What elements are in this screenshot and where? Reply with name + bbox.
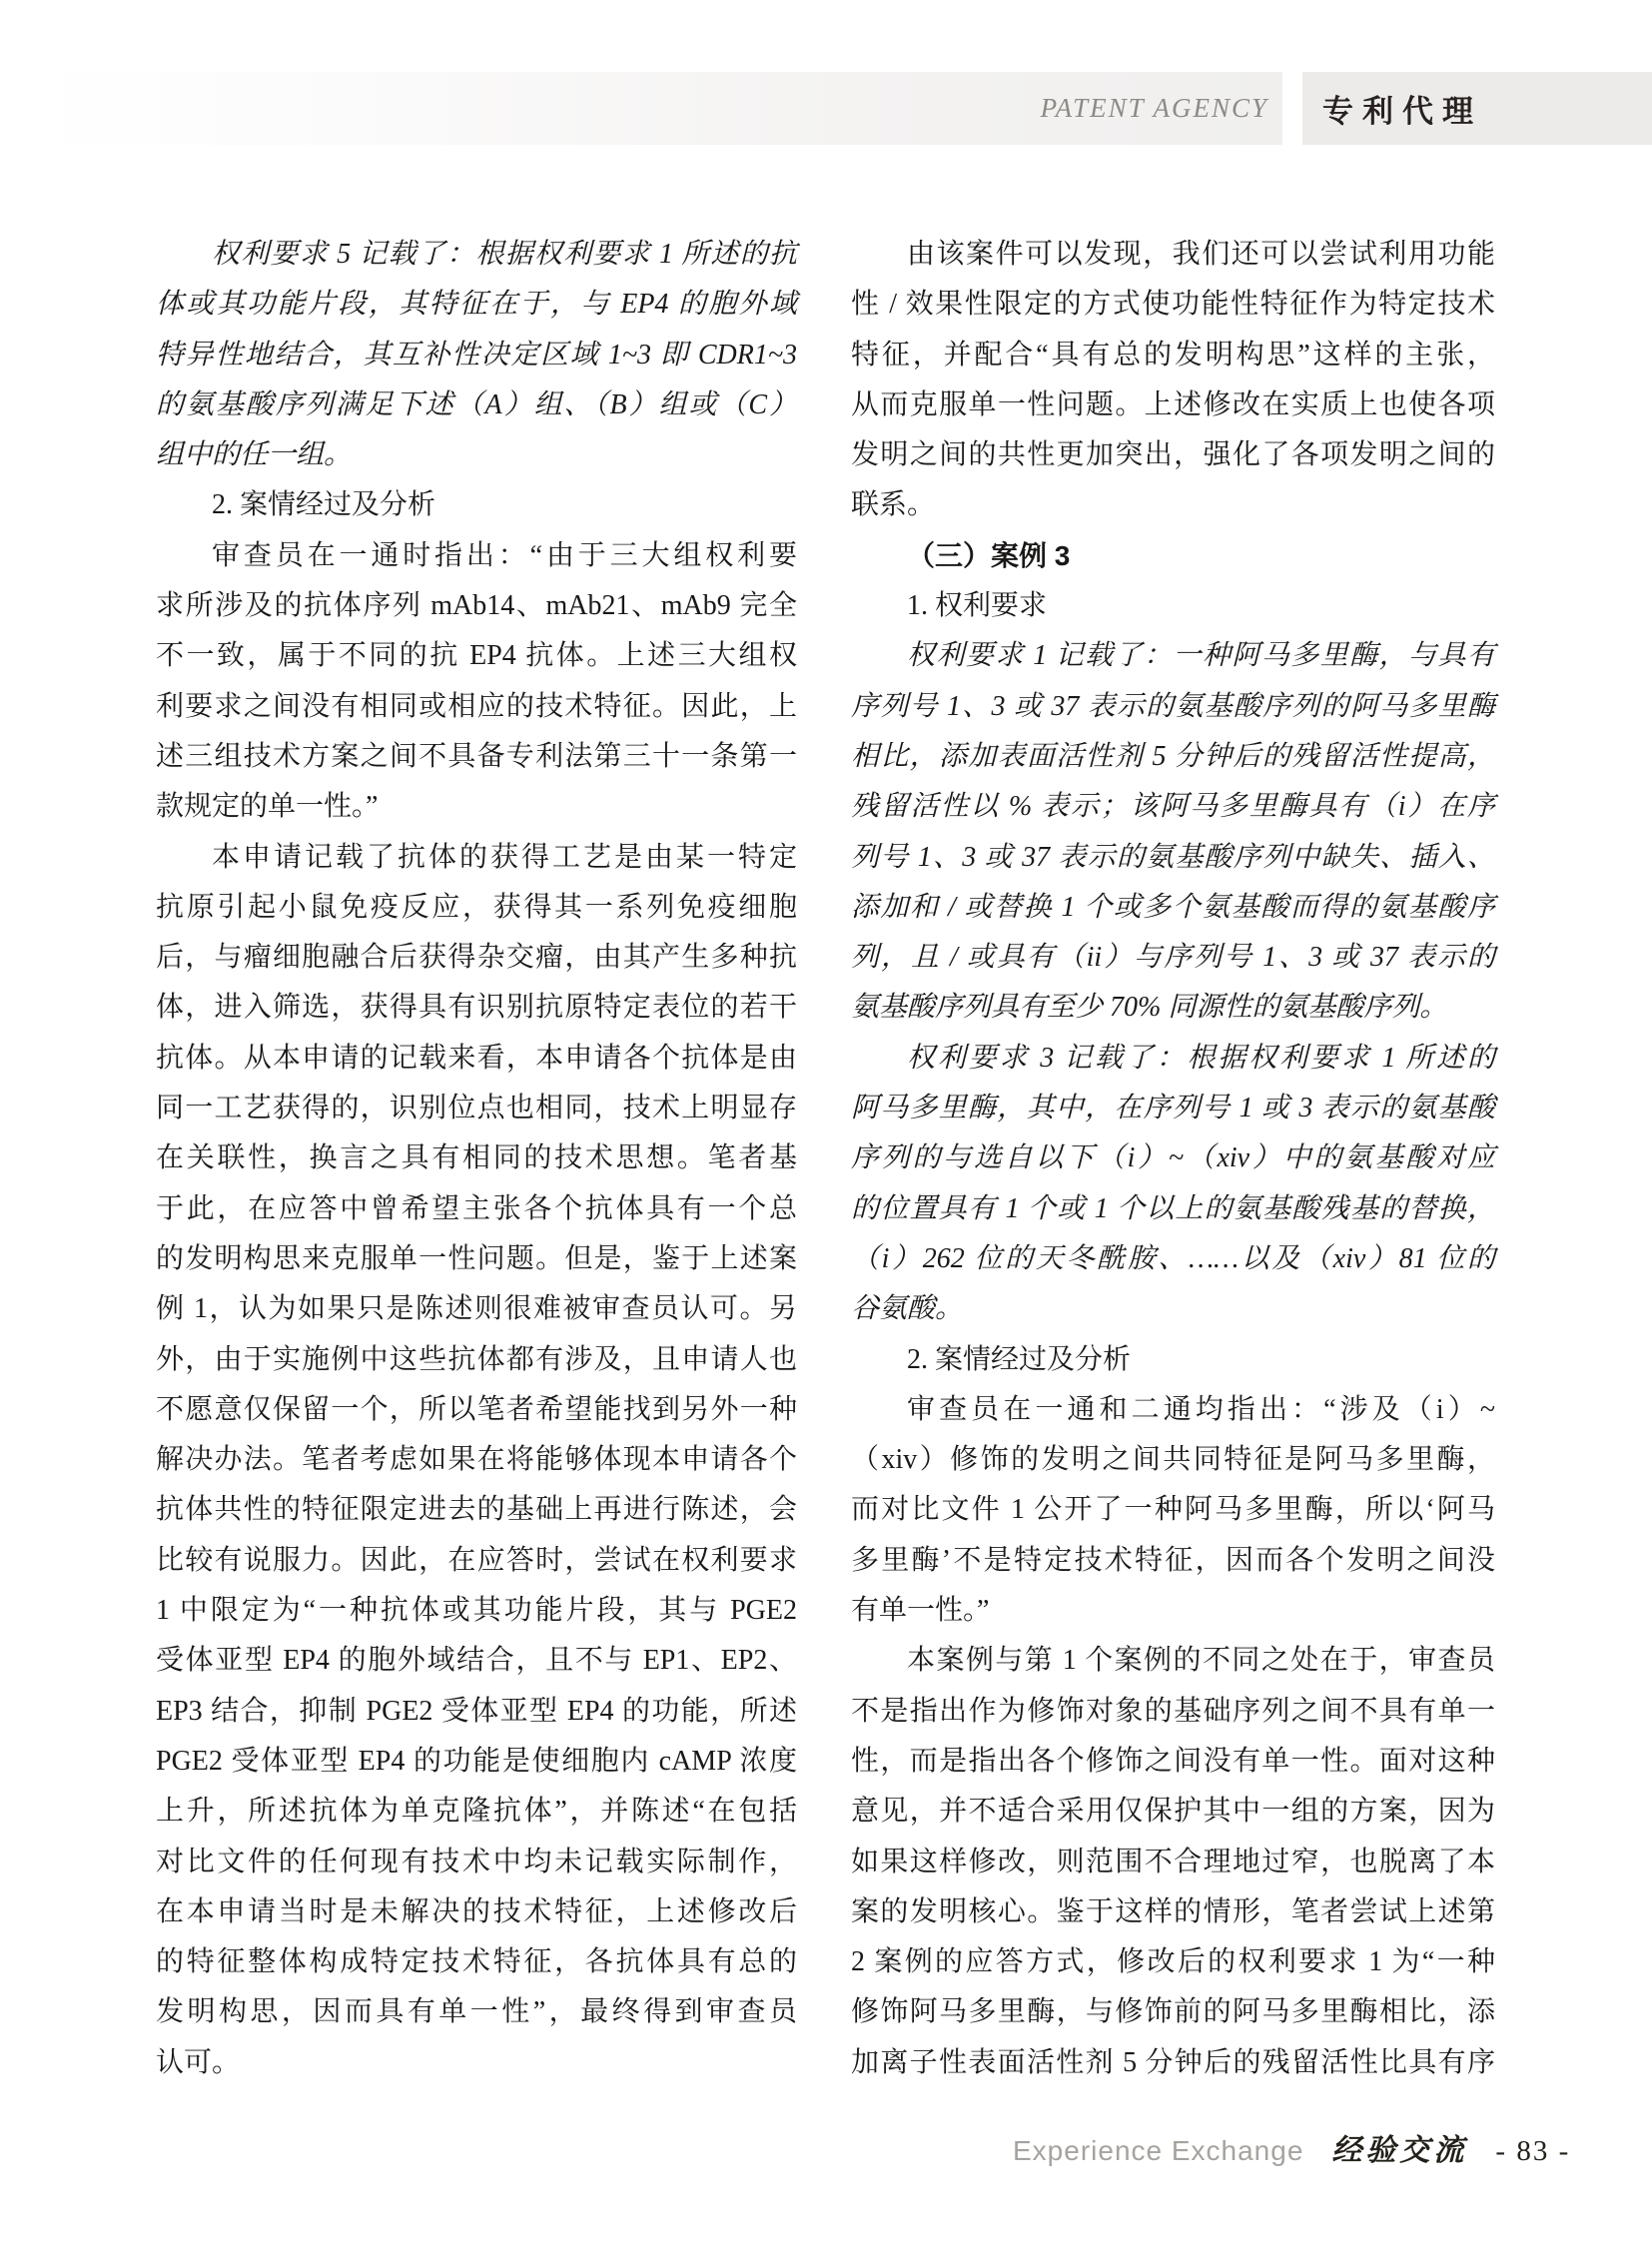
text-line: （三）案例 3 — [907, 539, 1071, 571]
text-line: 求所涉及的抗体序列 mAb14、mAb21、mAb9 完全 — [156, 590, 797, 622]
text-line: 审查员在一通时指出：“由于三大组权利要 — [212, 539, 797, 571]
text-line: 意见，并不适合采用仅保护其中一组的方案，因为 — [851, 1796, 1495, 1828]
text-line: 的位置具有 1 个或 1 个以上的氨基酸残基的替换， — [851, 1192, 1495, 1224]
text-line: 受体亚型 EP4 的胞外域结合，且不与 EP1、EP2、 — [156, 1645, 797, 1677]
text-line: 2. 案情经过及分析 — [907, 1343, 1132, 1375]
text-line: 列，且 / 或具有（ii）与序列号 1、3 或 37 表示的 — [851, 942, 1495, 974]
text-line: 残留活性以 % 表示；该阿马多里酶具有（i）在序 — [851, 791, 1495, 823]
text-line: 同一工艺获得的，识别位点也相同，技术上明显存 — [156, 1093, 797, 1124]
page-number: - 83 - — [1495, 2135, 1571, 2167]
text-line: 序列的与选自以下（i）~（xiv）中的氨基酸对应 — [851, 1142, 1495, 1174]
text-line: 不是指出作为修饰对象的基础序列之间不具有单一 — [851, 1695, 1495, 1727]
text-line: 抗体共性的特征限定进去的基础上再进行陈述，会 — [156, 1494, 797, 1526]
text-line: 上升，所述抗体为单克隆抗体”，并陈述“在包括 — [156, 1796, 797, 1828]
text-line: 如果这样修改，则范围不合理地过窄，也脱离了本 — [851, 1846, 1495, 1877]
journal-title-zh: 专利代理 — [1322, 94, 1482, 129]
text-line: 在关联性，换言之具有相同的技术思想。笔者基 — [156, 1142, 797, 1174]
text-line: 性 / 效果性限定的方式使功能性特征作为特定技术 — [851, 289, 1495, 321]
text-line: 款规定的单一性。” — [156, 791, 379, 823]
text-line: （i）262 位的天冬酰胺、……以及（xiv）81 位的 — [851, 1242, 1495, 1274]
text-line: 2 案例的应答方式，修改后的权利要求 1 为“一种 — [851, 1946, 1495, 1978]
text-line: 从而克服单一性问题。上述修改在实质上也使各项 — [851, 388, 1495, 420]
text-line: 序列号 1、3 或 37 表示的氨基酸序列的阿马多里酶 — [851, 690, 1495, 722]
text-line: 多里酶’不是特定技术特征，因而各个发明之间没 — [851, 1544, 1495, 1576]
text-line: 述三组技术方案之间不具备专利法第三十一条第一 — [156, 740, 797, 772]
text-line: 本案例与第 1 个案例的不同之处在于，审查员 — [907, 1645, 1495, 1677]
text-line: EP3 结合，抑制 PGE2 受体亚型 EP4 的功能，所述 — [156, 1695, 797, 1727]
text-line: 的发明构思来克服单一性问题。但是，鉴于上述案 — [156, 1242, 797, 1274]
text-line: 列号 1、3 或 37 表示的氨基酸序列中缺失、插入、 — [851, 841, 1495, 873]
text-line: 相比，添加表面活性剂 5 分钟后的残留活性提高， — [851, 740, 1495, 772]
text-line: 利要求之间没有相同或相应的技术特征。因此，上 — [156, 690, 797, 722]
text-line: 权利要求 1 记载了：一种阿马多里酶，与具有 — [907, 640, 1495, 672]
text-line: 氨基酸序列具有至少 70% 同源性的氨基酸序列。 — [851, 992, 1448, 1024]
text-line: 权利要求 3 记载了：根据权利要求 1 所述的 — [907, 1042, 1495, 1074]
text-line: 添加和 / 或替换 1 个或多个氨基酸而得的氨基酸序 — [851, 891, 1495, 923]
text-line: 的特征整体构成特定技术特征，各抗体具有总的 — [156, 1946, 797, 1978]
journal-title-en: PATENT AGENCY — [1040, 93, 1268, 123]
text-line: 不一致，属于不同的抗 EP4 抗体。上述三大组权 — [156, 640, 797, 672]
text-line: 阿马多里酶，其中，在序列号 1 或 3 表示的氨基酸 — [851, 1093, 1495, 1124]
text-line: 例 1，认为如果只是陈述则很难被审查员认可。另 — [156, 1293, 797, 1325]
article-column-left — [156, 230, 797, 2088]
text-line: 有单一性。” — [851, 1595, 990, 1627]
text-line: 由该案件可以发现，我们还可以尝试利用功能 — [907, 239, 1495, 270]
text-line: 本申请记载了抗体的获得工艺是由某一特定 — [212, 841, 797, 873]
text-line: 1. 权利要求 — [907, 590, 1048, 622]
text-line: 2. 案情经过及分析 — [212, 489, 436, 521]
text-line: 认可。 — [156, 2046, 241, 2078]
text-line: （xiv）修饰的发明之间共同特征是阿马多里酶， — [851, 1444, 1495, 1476]
header-gradient-strip — [36, 72, 1282, 145]
text-line: 案的发明核心。鉴于这样的情形，笔者尝试上述第 — [851, 1895, 1495, 1927]
text-line: 1 中限定为“一种抗体或其功能片段，其与 PGE2 — [156, 1595, 797, 1627]
text-line: 谷氨酸。 — [851, 1293, 964, 1325]
text-line: 联系。 — [851, 489, 936, 521]
text-line: 不愿意仅保留一个，所以笔者希望能找到另外一种 — [156, 1393, 797, 1425]
text-line: 性，而是指出各个修饰之间没有单一性。面对这种 — [851, 1745, 1495, 1777]
text-line: 审查员在一通和二通均指出：“涉及（i）~ — [907, 1393, 1495, 1425]
text-line: 对比文件的任何现有技术中均未记载实际制作， — [156, 1846, 797, 1877]
article-column-right — [851, 230, 1495, 2088]
text-line: 在本申请当时是未解决的技术特征，上述修改后 — [156, 1895, 797, 1927]
footer-section-zh: 经验交流 — [1331, 2134, 1468, 2167]
footer — [1013, 2125, 1570, 2169]
text-line: 发明之间的共性更加突出，强化了各项发明之间的 — [851, 439, 1495, 471]
text-line: 修饰阿马多里酶，与修饰前的阿马多里酶相比，添 — [851, 1996, 1495, 2028]
journal-title-box — [1302, 72, 1652, 145]
text-line: 体，进入筛选，获得具有识别抗原特定表位的若干 — [156, 992, 797, 1024]
text-line: 抗原引起小鼠免疫反应，获得其一系列免疫细胞 — [156, 891, 797, 923]
text-line: 特征，并配合“具有总的发明构思”这样的主张， — [851, 339, 1495, 371]
text-line: 发明构思，因而具有单一性”，最终得到审查员 — [156, 1996, 797, 2028]
text-line: 解决办法。笔者考虑如果在将能够体现本申请各个 — [156, 1444, 797, 1476]
text-line: 于此，在应答中曾希望主张各个抗体具有一个总 — [156, 1192, 797, 1224]
footer-section-en: Experience Exchange — [1013, 2135, 1304, 2166]
header-band — [0, 72, 1652, 145]
text-line: 抗体。从本申请的记载来看，本申请各个抗体是由 — [156, 1042, 797, 1074]
text-line: 权利要求 5 记载了：根据权利要求 1 所述的抗 — [212, 239, 797, 270]
text-line: 加离子性表面活性剂 5 分钟后的残留活性比具有序 — [851, 2046, 1495, 2078]
text-line: 而对比文件 1 公开了一种阿马多里酶，所以‘阿马 — [851, 1494, 1495, 1526]
text-line: 比较有说服力。因此，在应答时，尝试在权利要求 — [156, 1544, 797, 1576]
text-line: PGE2 受体亚型 EP4 的功能是使细胞内 cAMP 浓度 — [156, 1745, 797, 1777]
text-line: 外，由于实施例中这些抗体都有涉及，且申请人也 — [156, 1343, 797, 1375]
text-line: 特异性地结合，其互补性决定区域 1~3 即 CDR1~3 — [156, 339, 797, 371]
text-line: 后，与瘤细胞融合后获得杂交瘤，由其产生多种抗 — [156, 942, 797, 974]
text-line: 体或其功能片段，其特征在于，与 EP4 的胞外域 — [156, 289, 797, 321]
text-line: 的氨基酸序列满足下述（A）组、（B）组或（C） — [156, 388, 797, 420]
text-line: 组中的任一组。 — [156, 439, 353, 471]
